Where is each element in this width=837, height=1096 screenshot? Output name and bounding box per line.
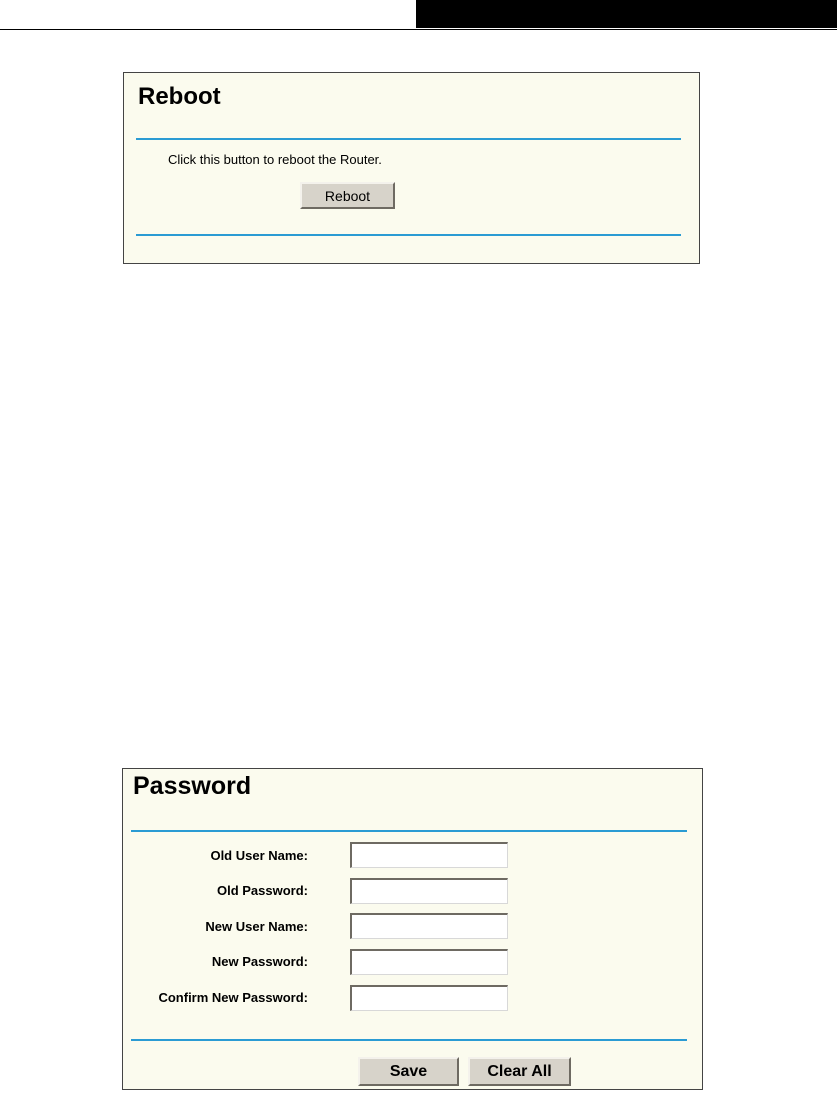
new-password-label: New Password:	[211, 954, 308, 969]
password-panel	[122, 768, 703, 1090]
reboot-button[interactable]: Reboot	[300, 182, 395, 209]
save-button[interactable]: Save	[358, 1057, 459, 1086]
new-password-input[interactable]	[350, 949, 508, 975]
confirm-new-password-input[interactable]	[350, 985, 508, 1011]
reboot-top-divider	[136, 138, 681, 140]
old-password-label: Old Password:	[216, 883, 308, 898]
password-bottom-divider	[131, 1039, 687, 1041]
reboot-panel	[123, 72, 700, 264]
new-user-name-input[interactable]	[350, 913, 508, 939]
confirm-new-password-label: Confirm New Password:	[158, 990, 308, 1005]
clear-all-button[interactable]: Clear All	[468, 1057, 571, 1086]
password-top-divider	[131, 830, 687, 832]
reboot-description: Click this button to reboot the Router.	[168, 152, 382, 167]
new-user-name-label: New User Name:	[205, 919, 308, 934]
old-password-input[interactable]	[350, 878, 508, 904]
reboot-panel-title: Reboot	[138, 83, 221, 110]
old-user-name-label: Old User Name:	[210, 848, 308, 863]
page-header-bar	[416, 0, 837, 28]
password-panel-title: Password	[133, 772, 252, 800]
old-user-name-input[interactable]	[350, 842, 508, 868]
reboot-bottom-divider	[136, 234, 681, 236]
page-header-rule	[0, 29, 837, 30]
